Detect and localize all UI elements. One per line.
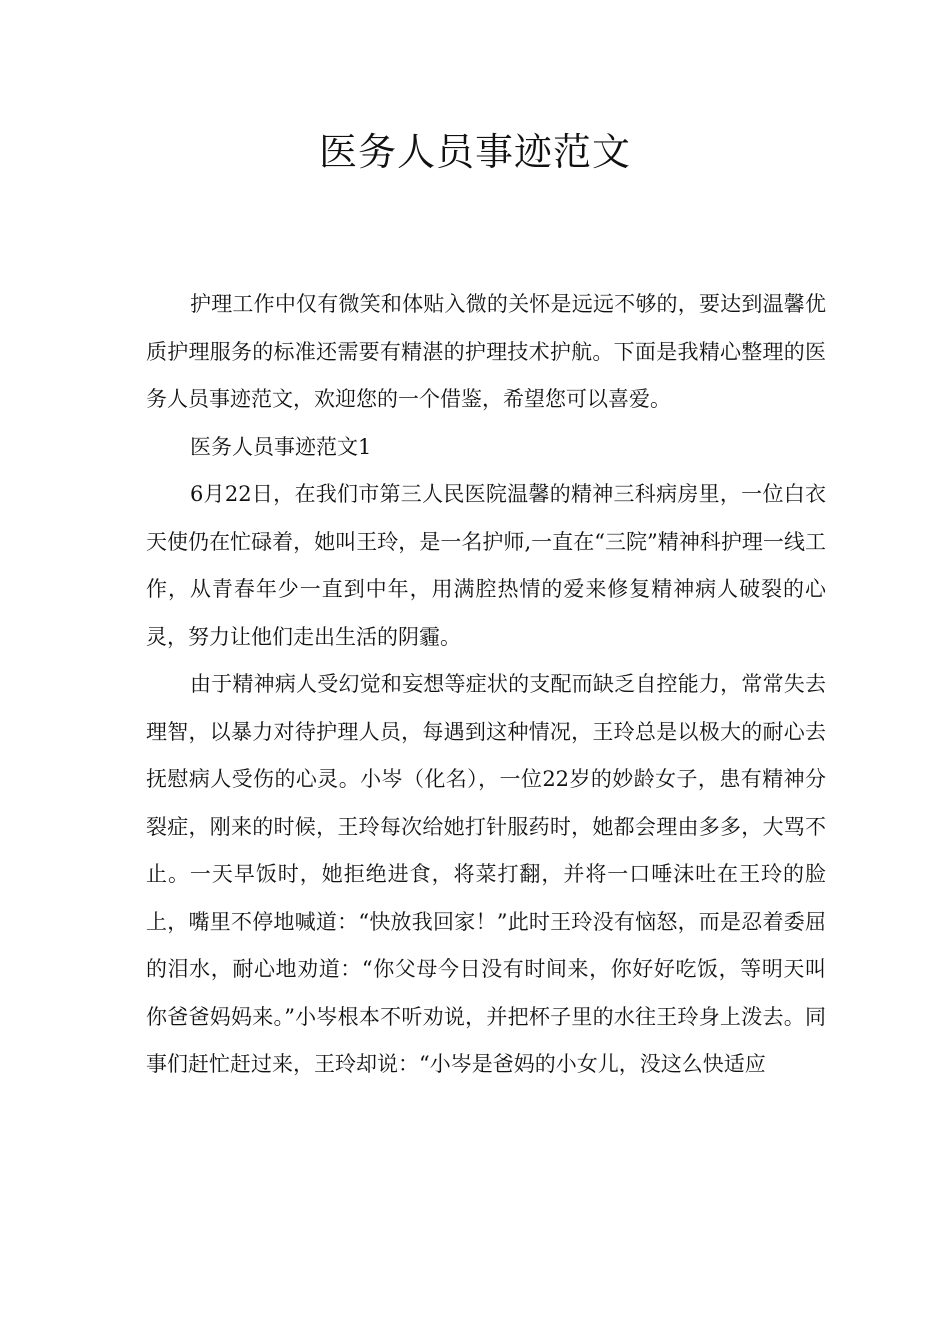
paragraph-intro: 护理工作中仅有微笑和体贴入微的关怀是远远不够的，要达到温馨优质护理服务的标准还需要有精湛的护理技术护航。下面是我精心整理的医务人员事迹范文，欢迎您的一个借鉴，希望您可以喜爱。 — [146, 292, 826, 411]
paragraph-story-2: 由于精神病人受幻觉和妄想等症状的支配而缺乏自控能力，常常失去理智，以暴力对待护理人员，每遇到这种情况，王玲总是以极大的耐心去抚慰病人受伤的心灵。小岑（化名），一位22岁的妙龄女子，患有精神分裂症，刚来的时候，王玲每次给她打针服药时，她都会理由多多，大骂不止。一天早饭时，她拒绝进食，将菜打翻，并将一口唾沫吐在王玲的脸上，嘴里不停地喊道：“快放我回家！”此时王玲没有恼怒，而是忍着委屈的泪水，耐心地劝道：“你父母今日没有时间来，你好好吃饭，等明天叫你爸爸妈妈来。”小岑根本不听劝说，并把杯子里的水往王玲身上泼去。同事们赶忙赶过来，王玲却说：“小岑是爸妈的小女儿，没这么快适应 — [146, 672, 826, 1076]
paragraph-story-1: 6月22日，在我们市第三人民医院温馨的精神三科病房里，一位白衣天使仍在忙碌着，她叫王玲，是一名护师,一直在“三院”精神科护理一线工作，从青春年少一直到中年，用满腔热情的爱来修复精神病人破裂的心灵，努力让他们走出生活的阴霾。 — [146, 482, 826, 649]
section-heading: 医务人员事迹范文1 — [190, 434, 372, 459]
document-title: 医务人员事迹范文 — [318, 130, 631, 174]
document-body — [146, 281, 826, 1089]
